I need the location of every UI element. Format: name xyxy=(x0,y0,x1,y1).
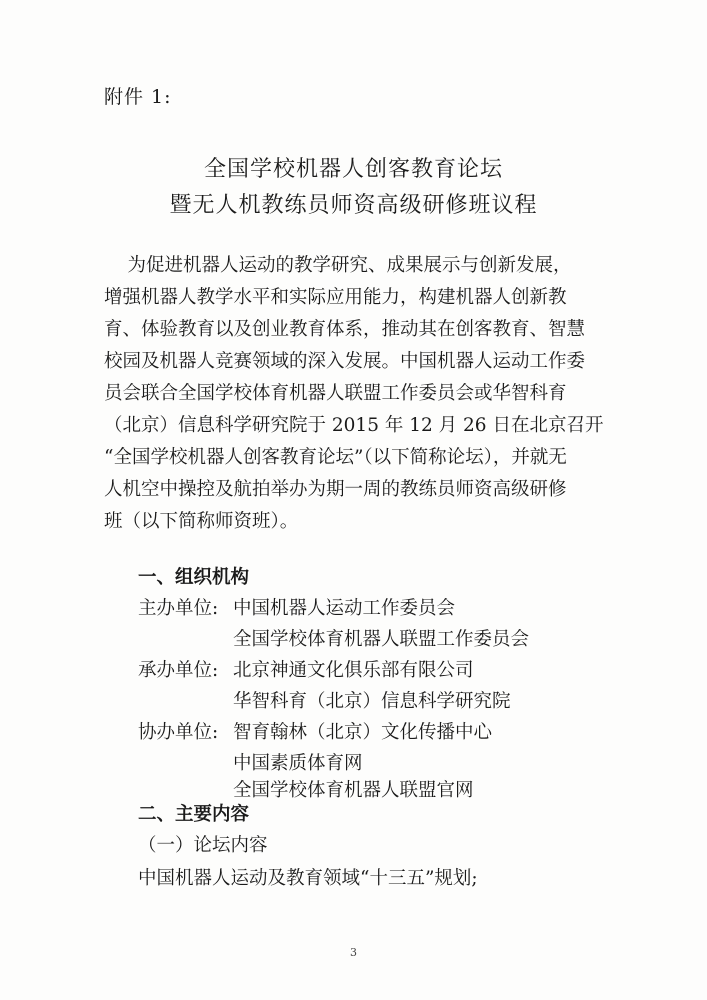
co-organizer-value: 智育翰林（北京）文化传播中心 xyxy=(233,722,493,743)
intro-line: 班（以下简称师资班）。 xyxy=(104,511,299,532)
intro-line: 校园及机器人竞赛领域的深入发展。中国机器人运动工作委 xyxy=(104,351,586,372)
intro-line: “全国学校机器人创客教育论坛”（以下简称论坛），并就无 xyxy=(104,447,567,468)
organizer-value: 北京神通文化俱乐部有限公司 xyxy=(233,660,474,681)
content-item: 中国机器人运动及教育领域“十三五”规划; xyxy=(138,868,478,889)
attachment-label: 附件 1: xyxy=(104,86,172,108)
page-number: 3 xyxy=(350,946,357,959)
co-organizer-value: 中国素质体育网 xyxy=(233,753,363,774)
intro-paragraph xyxy=(104,250,614,538)
host-value: 全国学校体育机器人联盟工作委员会 xyxy=(233,629,530,650)
section-2-heading: 二、主要内容 xyxy=(138,804,250,825)
host-value: 中国机器人运动工作委员会 xyxy=(233,598,456,619)
forum-content-heading: （一）论坛内容 xyxy=(138,835,268,856)
title-line-2: 暨无人机教练员师资高级研修班议程 xyxy=(169,193,538,218)
title-line-1: 全国学校机器人创客教育论坛 xyxy=(203,157,503,182)
organizer-value: 华智科育（北京）信息科学研究院 xyxy=(233,691,511,712)
intro-line: 人机空中操控及航拍举办为期一周的教练员师资高级研修 xyxy=(104,479,567,500)
intro-line: 员会联合全国学校体育机器人联盟工作委员会或华智科育 xyxy=(104,383,567,404)
intro-line: 增强机器人教学水平和实际应用能力，构建机器人创新教 xyxy=(104,287,567,308)
co-organizer-label: 协办单位: xyxy=(138,722,219,743)
intro-line: 育、体验教育以及创业教育体系，推动其在创客教育、智慧 xyxy=(104,319,586,340)
host-label: 主办单位: xyxy=(138,598,219,619)
intro-line: 为促进机器人运动的教学研究、成果展示与创新发展， xyxy=(104,255,572,276)
section-1-heading: 一、组织机构 xyxy=(138,567,250,588)
organizer-label: 承办单位: xyxy=(138,660,219,681)
intro-line: （北京）信息科学研究院于 2015 年 12 月 26 日在北京召开 xyxy=(104,415,604,436)
co-organizer-value: 全国学校体育机器人联盟官网 xyxy=(233,780,474,801)
